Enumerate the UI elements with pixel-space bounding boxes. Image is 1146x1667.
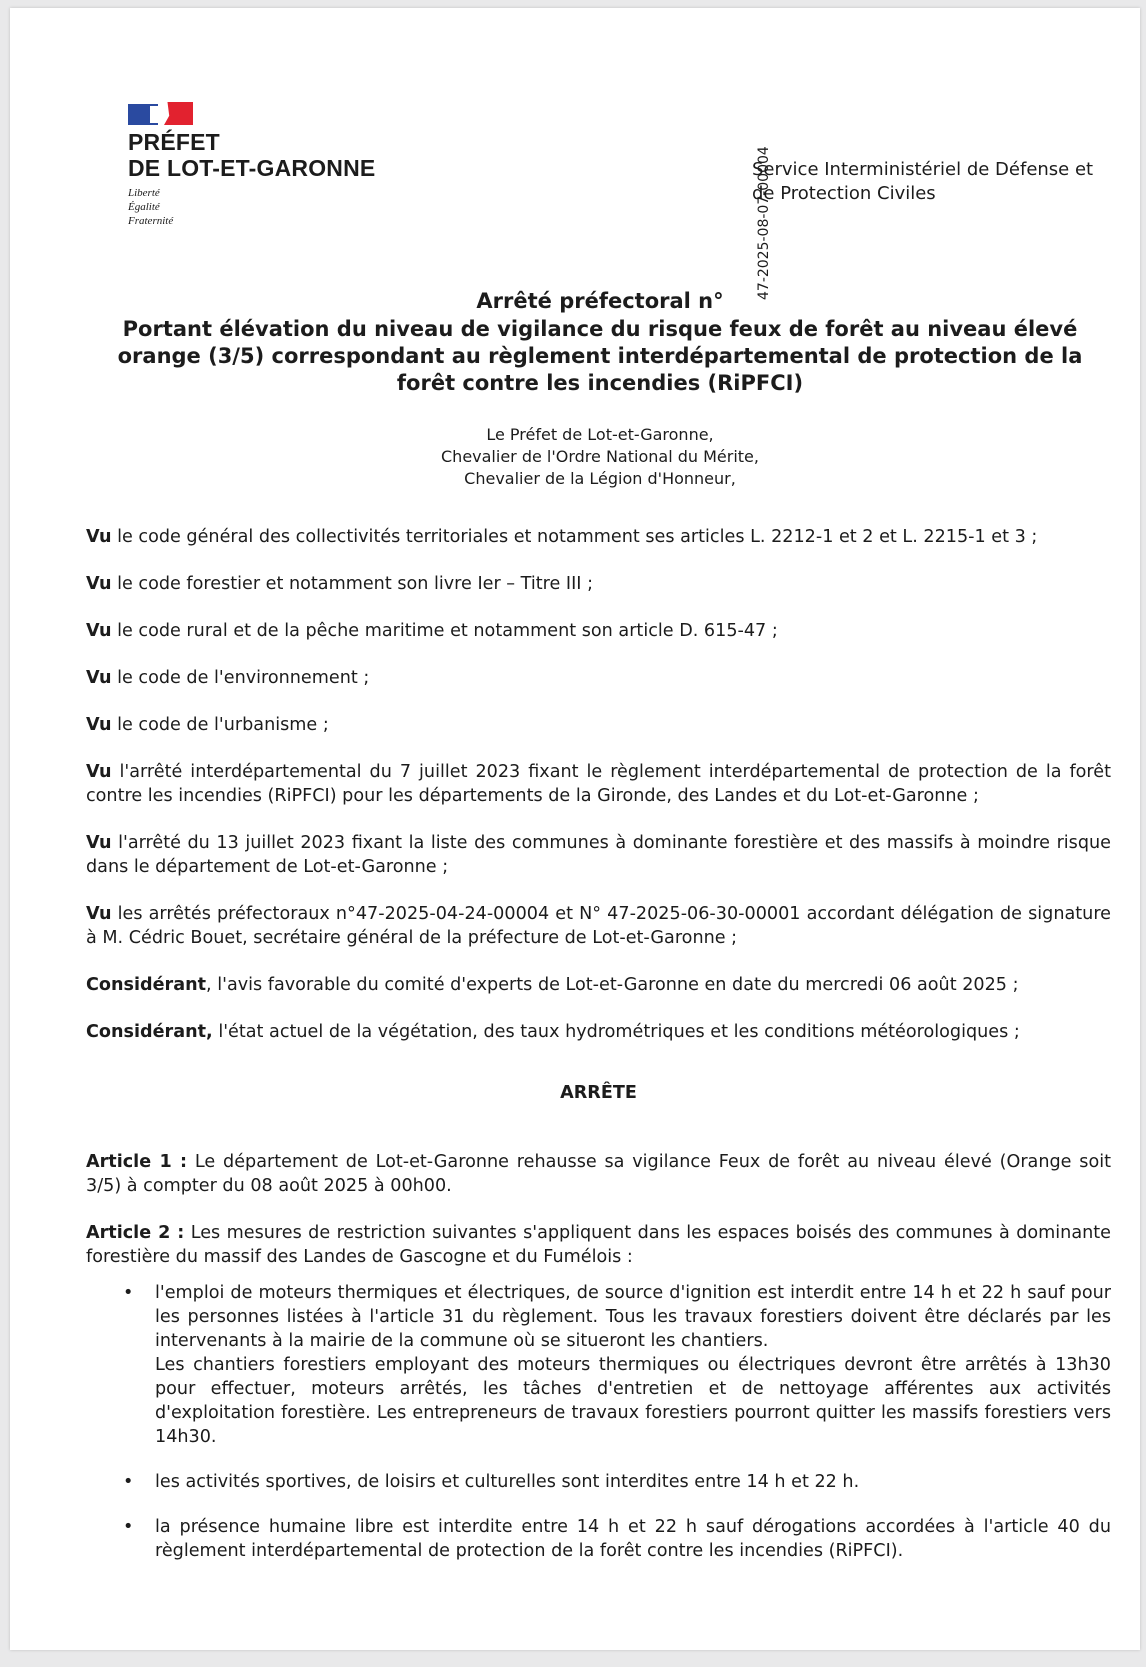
prefet-line: Chevalier de l'Ordre National du Mérite, xyxy=(441,447,759,466)
restriction-list xyxy=(86,1281,1111,1563)
visa-paragraph: Vu les arrêtés préfectoraux n°47-2025-04-24-00004 et N° 47-2025-06-30-00001 accordant délégation de signature à M. Cédric Bouet, secrétaire général de la préfecture de Lot-et-Garonne ; xyxy=(86,904,1111,948)
prefet-line: Chevalier de la Légion d'Honneur, xyxy=(464,469,736,488)
marianne-flag-icon xyxy=(128,100,193,125)
devise-fraternite: Fraternité xyxy=(128,215,174,227)
list-item: • la présence humaine libre est interdite entre 14 h et 22 h sauf dérogations accordées à l'article 40 du règlement interdépartemental de protection de la forêt contre les incendies (RiPFCI). xyxy=(123,1517,1111,1561)
service-line1: Service Interministériel de Défense et xyxy=(752,159,1094,180)
prefecture-name-line1: PRÉFET xyxy=(128,129,220,155)
prefet-line: Le Préfet de Lot-et-Garonne, xyxy=(486,425,714,444)
devise xyxy=(128,186,375,228)
considerant-paragraph: Considérant, l'état actuel de la végétation, des taux hydrométriques et les conditions météorologiques ; xyxy=(86,1022,1020,1042)
visa-paragraph: Vu le code général des collectivités territoriales et notamment ses articles L. 2212-1 et 2 et L. 2215-1 et 3 ; xyxy=(86,527,1038,547)
bullet-icon: • xyxy=(123,1283,134,1303)
service-name xyxy=(752,158,1093,206)
service-line2: de Protection Civiles xyxy=(752,183,936,204)
document-body xyxy=(86,525,1111,1584)
prefecture-name-line2: DE LOT-ET-GARONNE xyxy=(128,155,376,181)
prefet-block xyxy=(90,424,1110,490)
title-line1: Arrêté préfectoral n° xyxy=(476,289,724,313)
prefecture-logo xyxy=(128,100,375,228)
visa-paragraph: Vu le code forestier et notamment son livre Ier – Titre III ; xyxy=(86,574,594,594)
list-item: • l'emploi de moteurs thermiques et électriques, de source d'ignition est interdit entre 14 h et 22 h sauf pour les personnes listées à l'article 31 du règlement. Tous les travaux forestiers doivent être déclarés par les intervenants à la mairie de la commune où se situeront les chantiers. Les chantiers forestiers employant des moteurs thermiques ou électriques devront être arrêtés à 13h30 pour effectuer, moteurs arrêtés, les tâches d'entretien et de nettoyage afférentes aux activités d'exploitation forestière. Les entrepreneurs de travaux forestiers pourront quitter les massifs forestiers vers 14h30. xyxy=(123,1283,1111,1447)
visa-paragraph: Vu l'arrêté du 13 juillet 2023 fixant la liste des communes à dominante forestière et des massifs à moindre risque dans le département de Lot-et-Garonne ; xyxy=(86,833,1111,877)
devise-egalite: Égalité xyxy=(128,201,160,213)
devise-liberte: Liberté xyxy=(128,187,160,199)
arrete-heading: ARRÊTE xyxy=(560,1083,637,1103)
visa-paragraph: Vu le code de l'urbanisme ; xyxy=(86,715,329,735)
visa-paragraph: Vu le code de l'environnement ; xyxy=(86,668,370,688)
registration-stamp: 47-2025-08-07-00004 xyxy=(756,146,772,300)
visa-paragraph: Vu le code rural et de la pêche maritime et notamment son article D. 615-47 ; xyxy=(86,621,778,641)
prefecture-name xyxy=(128,129,375,181)
bullet-icon: • xyxy=(123,1517,134,1537)
document-page xyxy=(10,8,1140,1650)
list-item: • les activités sportives, de loisirs et culturelles sont interdites entre 14 h et 22 h. xyxy=(123,1472,860,1492)
title-line2: Portant élévation du niveau de vigilance du risque feux de forêt au niveau élevé orange (3/5) correspondant au règlement interdépartemental de protection de la forêt contre les incendies (RiPFCI) xyxy=(117,317,1083,395)
visa-paragraph: Vu l'arrêté interdépartemental du 7 juillet 2023 fixant le règlement interdépartemental de protection de la forêt contre les incendies (RiPFCI) pour les départements de la Gironde, des Landes et du Lot-et-Garonne ; xyxy=(86,762,1111,806)
considerant-paragraph: Considérant, l'avis favorable du comité d'experts de Lot-et-Garonne en date du mercredi 06 août 2025 ; xyxy=(86,975,1019,995)
document-title xyxy=(90,288,1110,397)
article-2: Article 2 : Les mesures de restriction suivantes s'appliquent dans les espaces boisés des communes à dominante forestière du massif des Landes de Gascogne et du Fumélois : xyxy=(86,1223,1111,1267)
article-1: Article 1 : Le département de Lot-et-Garonne rehausse sa vigilance Feux de forêt au niveau élevé (Orange soit 3/5) à compter du 08 août 2025 à 00h00. xyxy=(86,1152,1112,1196)
bullet-icon: • xyxy=(123,1472,134,1492)
